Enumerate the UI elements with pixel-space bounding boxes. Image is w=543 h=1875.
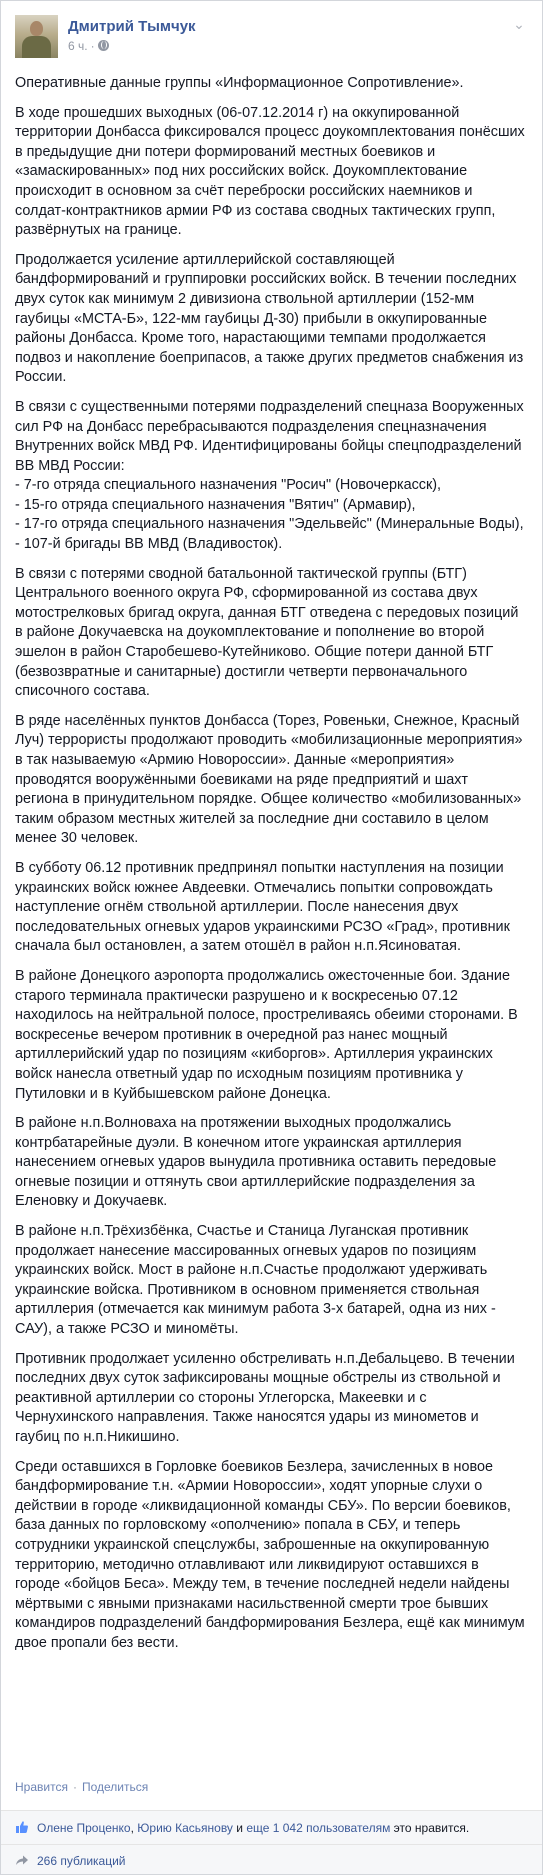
globe-icon[interactable] [98, 40, 109, 51]
post-header [15, 15, 528, 59]
like-others-link[interactable]: еще 1 042 пользователям [246, 1821, 391, 1835]
post-paragraph: В районе н.п.Волноваха на протяжении выходных продолжались контрбатарейные дуэли. В конечном итоге украинская артиллерия нанесением огневых ударов вынудила противника оставить передовые огневые позиции и оттянуть свои артиллерийские подразделения за Еленовку и Докучаевк. [15, 1115, 497, 1210]
author-name[interactable]: Дмитрий Тымчук [68, 18, 196, 35]
likes-sep: , [130, 1821, 138, 1835]
post-paragraph: В связи с существенными потерями подразделений спецназа Вооруженных сил РФ на Донбасс перебрасываются подразделения спецназначения Внутренних войск МВД РФ. Идентифицированы бойцы спецподразделений ВВ МВД России: - 7-го отряда специального назначения "Росич" (Новочеркасск), - 15-го отряда специального назначения "Вятич" (Армавир), - 17-го отряда специального назначения "Эдельвейс" (Минеральные Воды), - 107-й бригады ВВ МВД (Владивосток). [15, 398, 524, 553]
post-paragraph: Противник продолжает усиленно обстреливать н.п.Дебальцево. В течении последних двух суток зафиксированы мощные обстрелы из ствольной и реактивной артиллерии со стороны Углегорска, Макеевки и с Чернухинского направления. Также наносятся удары из минометов и гаубиц по н.п.Никишино. [15, 1350, 515, 1445]
like-link[interactable]: Нравится [15, 1780, 68, 1794]
avatar-head [30, 21, 43, 36]
like-user-link[interactable]: Юрию Касьянову [137, 1821, 233, 1835]
thumbs-up-icon [15, 1820, 29, 1834]
like-user-link[interactable]: Олене Проценко [37, 1821, 131, 1835]
shares-bar [1, 1844, 542, 1875]
post-paragraph: В районе Донецкого аэропорта продолжались ожесточенные бои. Здание старого терминала практически разрушено и к воскресенью 07.12 находилось на нейтральной полосе, простреливаясь обеими сторонами. В воскресенье вечером противник в очередной раз нанес мощный артиллерийский удар по позициям «киборгов». Артиллерия украинских войск нанесла ответный удар по исходным позициям противника у Путиловки и в Куйбышевском районе Донецка. [15, 967, 518, 1102]
meta-separator: · [90, 39, 95, 53]
share-link[interactable]: Поделиться [81, 1780, 149, 1794]
post-actions [15, 1780, 148, 1794]
post-meta [68, 39, 109, 53]
avatar-body [22, 36, 51, 58]
post-time[interactable]: 6 ч. [68, 39, 88, 53]
post-paragraph: Среди оставшихся в Горловке боевиков Безлера, зачисленных в новое бандформирование т.н. «Армии Новороссии», ходят упорные слухи о действии в городе «ликвидационной команды СБУ». По версии боевиков, база данных по горловскому «ополчению» попала в СБУ, и теперь сотрудники украинской спецслужбы, заброшенные на оккупированную территорию, методично отлавливают или ликвидируют оставшихся в городе «бойцов Беса». Между тем, в течение последней недели найдены мёртвыми с явными признаками насильственной смерти трое бывших командиров подразделений бандформирования Безлера, ещё как минимум двое пропали без вести. [15, 1458, 525, 1651]
post-paragraph: В связи с потерями сводной батальонной тактической группы (БТГ) Центрального военного округа РФ, сформированной из состава двух мотострелковых бригад округа, данная БТГ отведена с передовых позиций в районе Докучаевска на доукомплектование и пополнение во второй эшелон в район Старобешево-Кутейниково. Общие потери данной БТГ (безвозвратные и санитарные) достигли четверти первоначального списочного состава. [15, 565, 519, 700]
post-paragraph: В ходе прошедших выходных (06-07.12.2014 г) на оккупированной территории Донбасса фиксировался процесс доукомплектования понёсших в предыдущие дни потери формирований местных боевиков и «замаскированных» под них российских войск. Доукомплектование происходит в основном за счёт переброски российских наемников и солдат-контрактников армии РФ из состава сводных тактических групп, развёрнутых на границе. [15, 104, 525, 239]
post-paragraph: Продолжается усиление артиллерийской составляющей бандформирований и группировки российских войск. В течении последних двух суток как минимум 2 дивизиона ствольной артиллерии (152-мм гаубицы «МСТА-Б», 122-мм гаубицы Д-30) прибыли в оккупированные районы Донбасса. Кроме того, нарастающими темпами продолжается подвоз и накопление боеприпасов, а также других предметов снабжения из России. [15, 251, 524, 386]
post-paragraph: Оперативные данные группы «Информационное Сопротивление». [15, 75, 464, 91]
action-separator: · [72, 1780, 77, 1794]
likes-bar [1, 1810, 542, 1844]
likes-and: и [232, 1821, 247, 1835]
likes-text [37, 1821, 469, 1835]
likes-suffix: это нравится. [390, 1821, 470, 1835]
avatar[interactable] [15, 15, 58, 58]
shares-link[interactable]: 266 публикаций [37, 1854, 126, 1868]
post-paragraph: В субботу 06.12 противник предпринял попытки наступления на позиции украинских войск южнее Авдеевки. Отмечались попытки сопровождать наступление огнём ствольной артиллерии. После нанесения двух последовательных огневых ударов украинскими РСЗО «Град», противник сначала был остановлен, а затем отошёл в район н.п.Ясиноватая. [15, 859, 510, 955]
chevron-down-icon[interactable]: ⌄ [513, 16, 525, 32]
post-paragraph: В районе н.п.Трёхизбёнка, Счастье и Станица Луганская противник продолжает нанесение массированных огневых ударов по позициям украинских войск. Мост в районе н.п.Счастье продолжают удерживать украинские войска. Противником в основном применяется ствольная артиллерия (отмечается как минимум работа 3-х батарей, одна из них - САУ), а также РСЗО и миномёты. [15, 1223, 496, 1338]
share-icon [15, 1853, 29, 1867]
post-content [15, 74, 525, 1664]
post-paragraph: В ряде населённых пунктов Донбасса (Торез, Ровеньки, Снежное, Красный Луч) террористы продолжают проводить «мобилизационные мероприятия» в так называемую «Армию Новороссии». Данные «мероприятия» проводятся вооружёнными боевиками на ряде предприятий и шахт региона в принудительном порядке. Общее количество «мобилизованных» таким образом местных жителей за последние дни составило в целом менее 30 человек. [15, 712, 523, 847]
